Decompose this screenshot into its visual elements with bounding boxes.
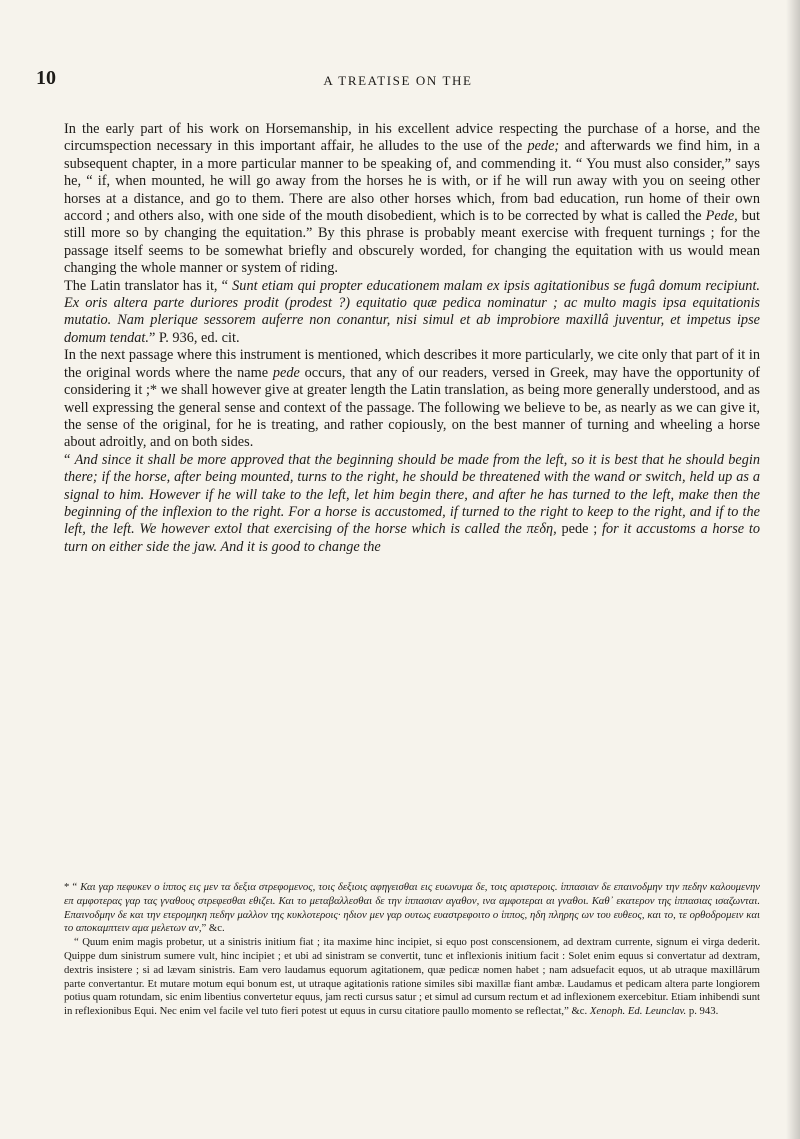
paragraph-3 [64, 347, 760, 451]
footnotes [64, 881, 760, 1019]
emphasis: pede; [527, 138, 560, 155]
paragraph-1 [64, 121, 760, 278]
running-head: A TREATISE ON THE [323, 73, 473, 88]
page-edge-shadow [786, 0, 800, 1139]
text-run: ” &c. [201, 922, 225, 935]
footnote-latin [64, 936, 760, 1019]
page-number: 10 [36, 67, 56, 89]
text-run: “ [64, 451, 75, 468]
text-run: and afterwards we find him, in a subsequent chapter, in a more particular manner to be speaking of, and commending it. “ You must also consider,” says he, “ if, when mounted, he will go away from the horses he is with, or if he will run away with you on seeing other horses at a distance, and go to them. There are also other horses which, from bad education, run home of their own accord ; and others also, with one side of the mouth disobedient, which is to be corrected by what is called the [64, 138, 761, 225]
footnote-greek [64, 881, 760, 936]
emphasis: Pede, [705, 208, 738, 225]
translated-quotation: And since it shall be more approved that the beginning should be made from the left, so it is best that he should begin there; if the horse, after being mounted, turns to the right, he should be threatened with the wand or switch, held up as a signal to him. However if he will take to the left, let him begin there, and after he has turned to the left, make then the beginning of the inflexion to the right. For a horse is accustomed, if turned to the right to keep to the right, and if to the left, the left. We however extol that exercising of the horse which is called the [64, 451, 760, 538]
citation: Xenoph. Ed. Leunclav. [589, 1005, 687, 1018]
main-text [64, 121, 760, 556]
text-run: ; [588, 521, 602, 538]
paragraph-2 [64, 278, 760, 348]
text-run: In the early part of his work on Horsemanship, in his excellent advice respecting the purchase of a horse, and the circumspection necessary in this important affair, he alludes to the use of the [64, 121, 760, 155]
text-run: pede [561, 521, 589, 538]
greek-text: Και γαρ πεφυκεν ο ἱππος εις μεν τα δεξια στρεφομενος, τοις δεξιοις αφηγεισθαι εις ευωνυμα δε, τοις αριστεροις. ἱππασιαν δε επαινοδμην την πεδην καλουμενην επ αμφοτερας γαρ τας γναθους στρεφεσθαι εθιζει. Και το μεταβαλλεσθαι δε την ἱππασιαν αγαθον, ινα αμφοτεραι αι γναθοι. Καθ᾽ εκατερον της ἱππασιας ισαζωνται. Επαινοδμην δε και την ετερομηκη πεδην μαλλον της κυκλοτεροις· ηδιον μεν γαρ ουτως ευαστρεφοιτο ο ἱππος, ηδη πληρης ων του ευθεος, και το, τε ορθοδρομειν και το αποκαμπτειν αμα μελετων αν, [64, 881, 761, 935]
citation-page: p. 943. [686, 1005, 719, 1018]
paragraph-4 [64, 452, 760, 556]
text-run: but still more so by changing the equitation.” By this phrase is probably meant exercise with frequent turnings ; for the passage itself seems to be somewhat briefly and obscurely worded, for changing the equitation with us would mean changing the whole manner or system of riding. [64, 208, 760, 277]
text-run: In the next passage where this instrument is mentioned, which describes it more particularly, we cite only that part of it in the original words where the name [64, 347, 760, 381]
text-run: occurs, that any of our readers, versed in Greek, may have the opportunity of considering it ;* we shall however give at greater length the Latin translation, as being more generally understood, and as well expressing the general sense and context of the passage. The following we believe to be, as nearly as we can give it, the sense of the original, for he is treating, and rather copiously, on the best manner of turning and wheeling a horse about adroitly, and on both sides. [64, 364, 760, 451]
footnote-marker: * “ [64, 881, 81, 893]
text-run: The Latin translator has it, “ [64, 277, 233, 294]
latin-text: “ Quum enim magis probetur, ut a sinistris initium fiat ; ita maxime hinc incipiet, si equo post conscensionem, ad dextram currente, signum ei virga dederit. Quippe dum sinistrum sumere vult, hinc incipiet ; et ubi ad sinistram se convertit, tunc et inflexionis initium facit : Solet enim equus si convertatur ad dextram, dextris insistere ; si ad lævam sinistris. Eam vero laudamus equorum agitationem, quæ pedicæ nomen habet ; nam adsuefacit equos, ut ab utraque maxillârum parte convertantur. Et mutare motum equi bonum est, ut utraque agitationis ratione similes sibi maxillæ fiant ambæ. Laudamus et pedicam altera parte longiorem potius quam rotundam, sic enim libentius convertetur equus, jam recti cursus satur ; et simul ad cursum rectum et ad inflexionem exercebitur. Etiam inhibendi sunt in reflexionibus Equi. Nec enim vel facile vel tuto fieri potest ut equus in cursu citatiore paullo momento se reflectat,” &c. [64, 936, 761, 1018]
greek-word: πεδη, [521, 521, 562, 538]
translated-quotation: for it accustoms a horse to turn on either side the jaw. And it is good to change the [64, 521, 761, 555]
emphasis: pede [272, 364, 300, 381]
page-header [36, 67, 760, 93]
text-run: ” P. 936, ed. cit. [148, 329, 240, 346]
latin-quotation: Sunt etiam qui propter educationem malam ex ipsis agitationibus se fugâ domum recipiunt. Ex oris altera parte duriores prodit (prodest ?) equitatio quæ pedica nominatur ; ac multo magis ipsa equitationis mutatio. Nam plerique sessorem auferre non conantur, nisi simul et ab improbiore maxillâ juventur, et impetus ipse domum tendat. [64, 277, 761, 346]
